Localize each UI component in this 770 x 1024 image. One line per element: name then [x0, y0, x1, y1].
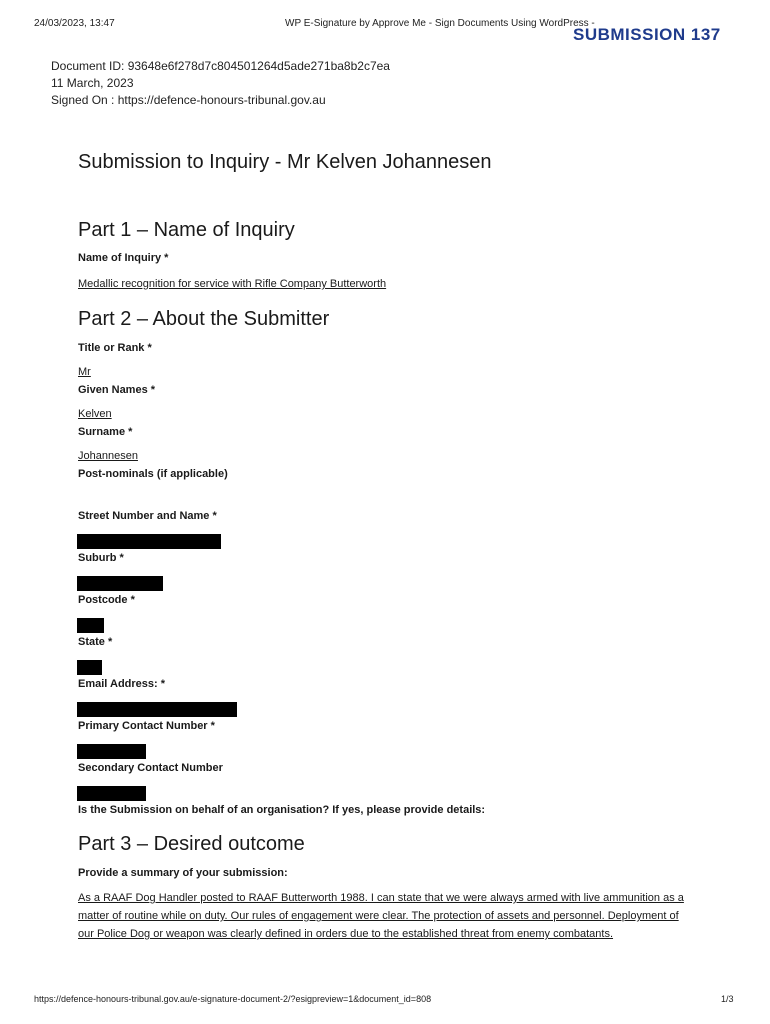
summary-value: As a RAAF Dog Handler posted to RAAF Butterworth 1988. I can state that we were always armed with live ammunition as a matter of routine while on duty. Our rules of engagement were clear. The protection of assets and personnel. Deployment of our Police Dog or weapon was clearly defined in orders due to the established threat from enemy combatants.: [78, 892, 684, 940]
part2-heading: Part 2 – About the Submitter: [78, 308, 330, 330]
given-names-value: Kelven: [78, 408, 112, 420]
primary-contact-label: Primary Contact Number *: [78, 720, 215, 732]
organisation-label: Is the Submission on behalf of an organisation? If yes, please provide details:: [78, 804, 486, 816]
surname-value: Johannesen: [78, 450, 138, 462]
title-rank-label: Title or Rank *: [78, 342, 152, 354]
state-redaction: [77, 660, 102, 675]
inquiry-name-label: Name of Inquiry *: [78, 252, 169, 264]
page-number: 1/3: [721, 994, 734, 1004]
street-label: Street Number and Name *: [78, 510, 217, 522]
secondary-contact-redaction: [77, 786, 146, 801]
postcode-redaction: [77, 618, 104, 633]
surname-label: Surname *: [78, 426, 133, 438]
postnominals-label: Post-nominals (if applicable): [78, 468, 228, 480]
email-redaction: [77, 702, 237, 717]
page-title: Submission to Inquiry - Mr Kelven Johannesen: [78, 151, 492, 173]
document-date: 11 March, 2023: [51, 76, 134, 90]
secondary-contact-label: Secondary Contact Number: [78, 762, 223, 774]
submission-stamp: SUBMISSION 137: [573, 25, 721, 44]
title-rank-value: Mr: [78, 366, 91, 378]
signed-on: Signed On : https://defence-honours-tribunal.gov.au: [51, 93, 326, 107]
document-id: Document ID: 93648e6f278d7c804501264d5ade271ba8b2c7ea: [51, 59, 390, 73]
part1-heading: Part 1 – Name of Inquiry: [78, 219, 295, 241]
part3-heading: Part 3 – Desired outcome: [78, 833, 305, 855]
state-label: State *: [78, 636, 113, 648]
email-label: Email Address: *: [78, 678, 166, 690]
postcode-label: Postcode *: [78, 594, 135, 606]
inquiry-name-value: Medallic recognition for service with Rifle Company Butterworth: [78, 278, 387, 290]
summary-label: Provide a summary of your submission:: [78, 867, 288, 879]
print-timestamp: 24/03/2023, 13:47: [34, 18, 115, 29]
given-names-label: Given Names *: [78, 384, 156, 396]
window-title: WP E-Signature by Approve Me - Sign Documents Using WordPress -: [285, 18, 595, 29]
suburb-label: Suburb *: [78, 552, 124, 564]
primary-contact-redaction: [77, 744, 146, 759]
street-redaction: [77, 534, 221, 549]
suburb-redaction: [77, 576, 163, 591]
footer-url: https://defence-honours-tribunal.gov.au/e-signature-document-2/?esigpreview=1&document_id=808: [34, 994, 432, 1004]
